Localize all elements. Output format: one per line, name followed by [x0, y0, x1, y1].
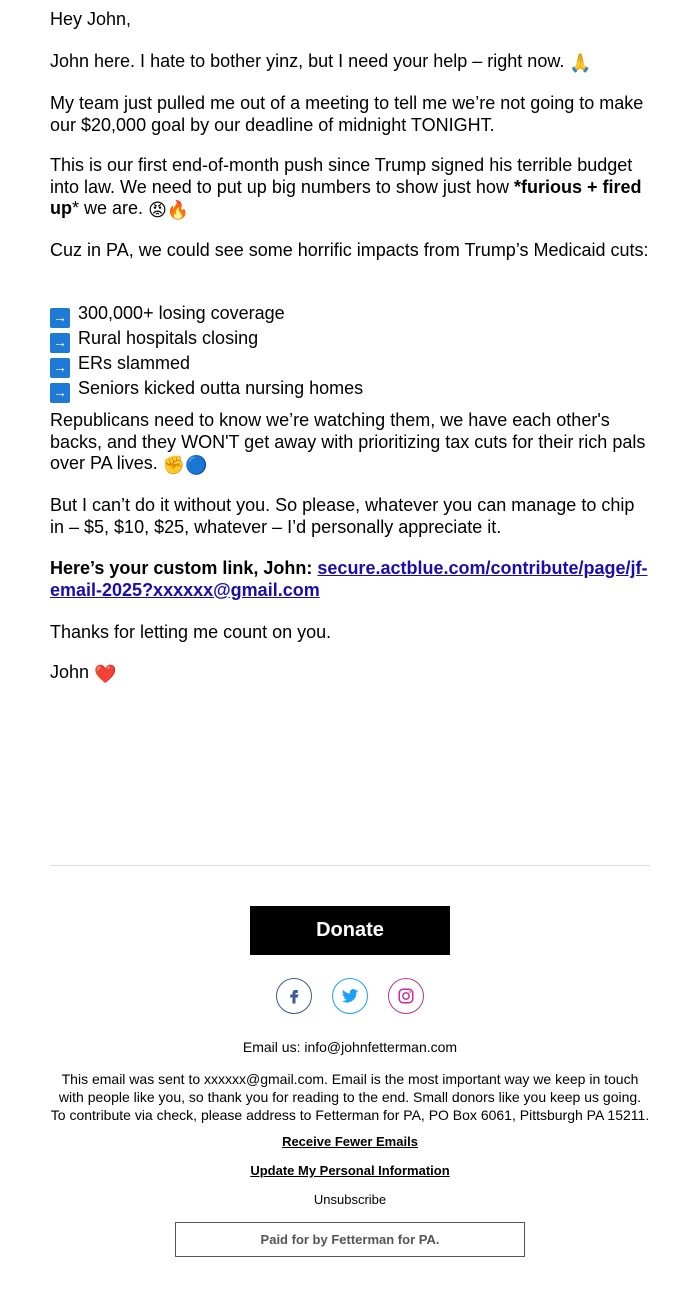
paragraph-push-after: * we are. — [72, 198, 144, 218]
right-arrow-icon: → — [50, 308, 70, 328]
paragraph-intro-text: John here. I hate to bother yinz, but I need your help – right now. — [50, 51, 565, 71]
disclaimer-text: This email was sent to xxxxxx@gmail.com. Email is the most important way we keep in touch with people like you, so thank you for reading to the end. Small donors like you keep us going. To contribute via check, please address to Fetterman for PA, PO Box 6061, Pittsburgh PA 15211. — [50, 1071, 650, 1123]
list-item — [50, 378, 363, 403]
email-us-text: Email us: info@johnfetterman.com — [242, 1039, 458, 1055]
praying-hands-icon: 🙏 — [569, 53, 592, 73]
facebook-icon[interactable] — [276, 978, 312, 1014]
list-item — [50, 353, 363, 378]
facebook-glyph — [285, 987, 303, 1005]
paragraph-push-text: This is our first end-of-month push since Trump signed his terrible budget into law. We need to put up big numbers to show just how — [50, 155, 633, 197]
paragraph-ask: But I can’t do it without you. So please, whatever you can manage to chip in – $5, $10, $25, whatever – I’d personally appreciate it. — [50, 495, 635, 537]
list-item-text: Rural hospitals closing — [78, 328, 259, 348]
paragraph-medicaid: Cuz in PA, we could see some horrific impacts from Trump’s Medicaid cuts: — [50, 240, 649, 260]
divider — [50, 865, 650, 866]
paragraph-push-bold: *furious + fired up — [50, 176, 642, 218]
paragraph-goal: My team just pulled me out of a meeting to tell me we’re not going to make our $20,000 goal by our deadline of midnight TONIGHT. — [50, 93, 644, 135]
twitter-glyph — [340, 986, 360, 1006]
paragraph-push — [50, 155, 650, 220]
twitter-icon[interactable] — [332, 978, 368, 1014]
donate-button[interactable]: Donate — [250, 906, 450, 955]
right-arrow-icon: → — [50, 333, 70, 353]
right-arrow-icon: → — [50, 358, 70, 378]
signoff — [50, 662, 116, 684]
donation-link[interactable]: secure.actblue.com/contribute/page/jf-email-2025?xxxxxx@gmail.com — [50, 558, 648, 600]
heart-icon: ❤️ — [94, 664, 117, 684]
greeting: Hey John, — [50, 9, 132, 29]
impact-list — [50, 303, 363, 403]
instagram-icon[interactable] — [388, 978, 424, 1014]
receive-fewer-emails-link[interactable]: Receive Fewer Emails — [282, 1134, 418, 1149]
paragraph-republicans-text: Republicans need to know we’re watching them, we have each other's backs, and they WON'T get away with prioritizing tax cuts for their rich pals over PA lives. — [50, 410, 646, 473]
list-item-text: ERs slammed — [78, 353, 191, 373]
list-item-text: 300,000+ losing coverage — [78, 303, 285, 323]
angry-fire-icon: 😡🔥 — [148, 200, 190, 220]
paragraph-thanks: Thanks for letting me count on you. — [50, 622, 332, 642]
paragraph-republicans — [50, 410, 650, 475]
paid-for-disclaimer: Paid for by Fetterman for PA. — [175, 1222, 525, 1257]
paragraph-intro — [50, 51, 592, 73]
list-item-text: Seniors kicked outta nursing homes — [78, 378, 364, 398]
instagram-glyph — [397, 987, 415, 1005]
update-info-link[interactable]: Update My Personal Information — [250, 1163, 450, 1178]
list-item — [50, 303, 363, 328]
right-arrow-icon: → — [50, 383, 70, 403]
unsubscribe-link[interactable]: Unsubscribe — [313, 1192, 387, 1207]
list-item — [50, 328, 363, 353]
paragraph-link — [50, 558, 650, 601]
custom-link-label: Here’s your custom link, John: — [50, 558, 313, 578]
fist-blue-circle-icon: ✊🔵 — [162, 455, 208, 475]
signoff-name: John — [50, 662, 90, 682]
